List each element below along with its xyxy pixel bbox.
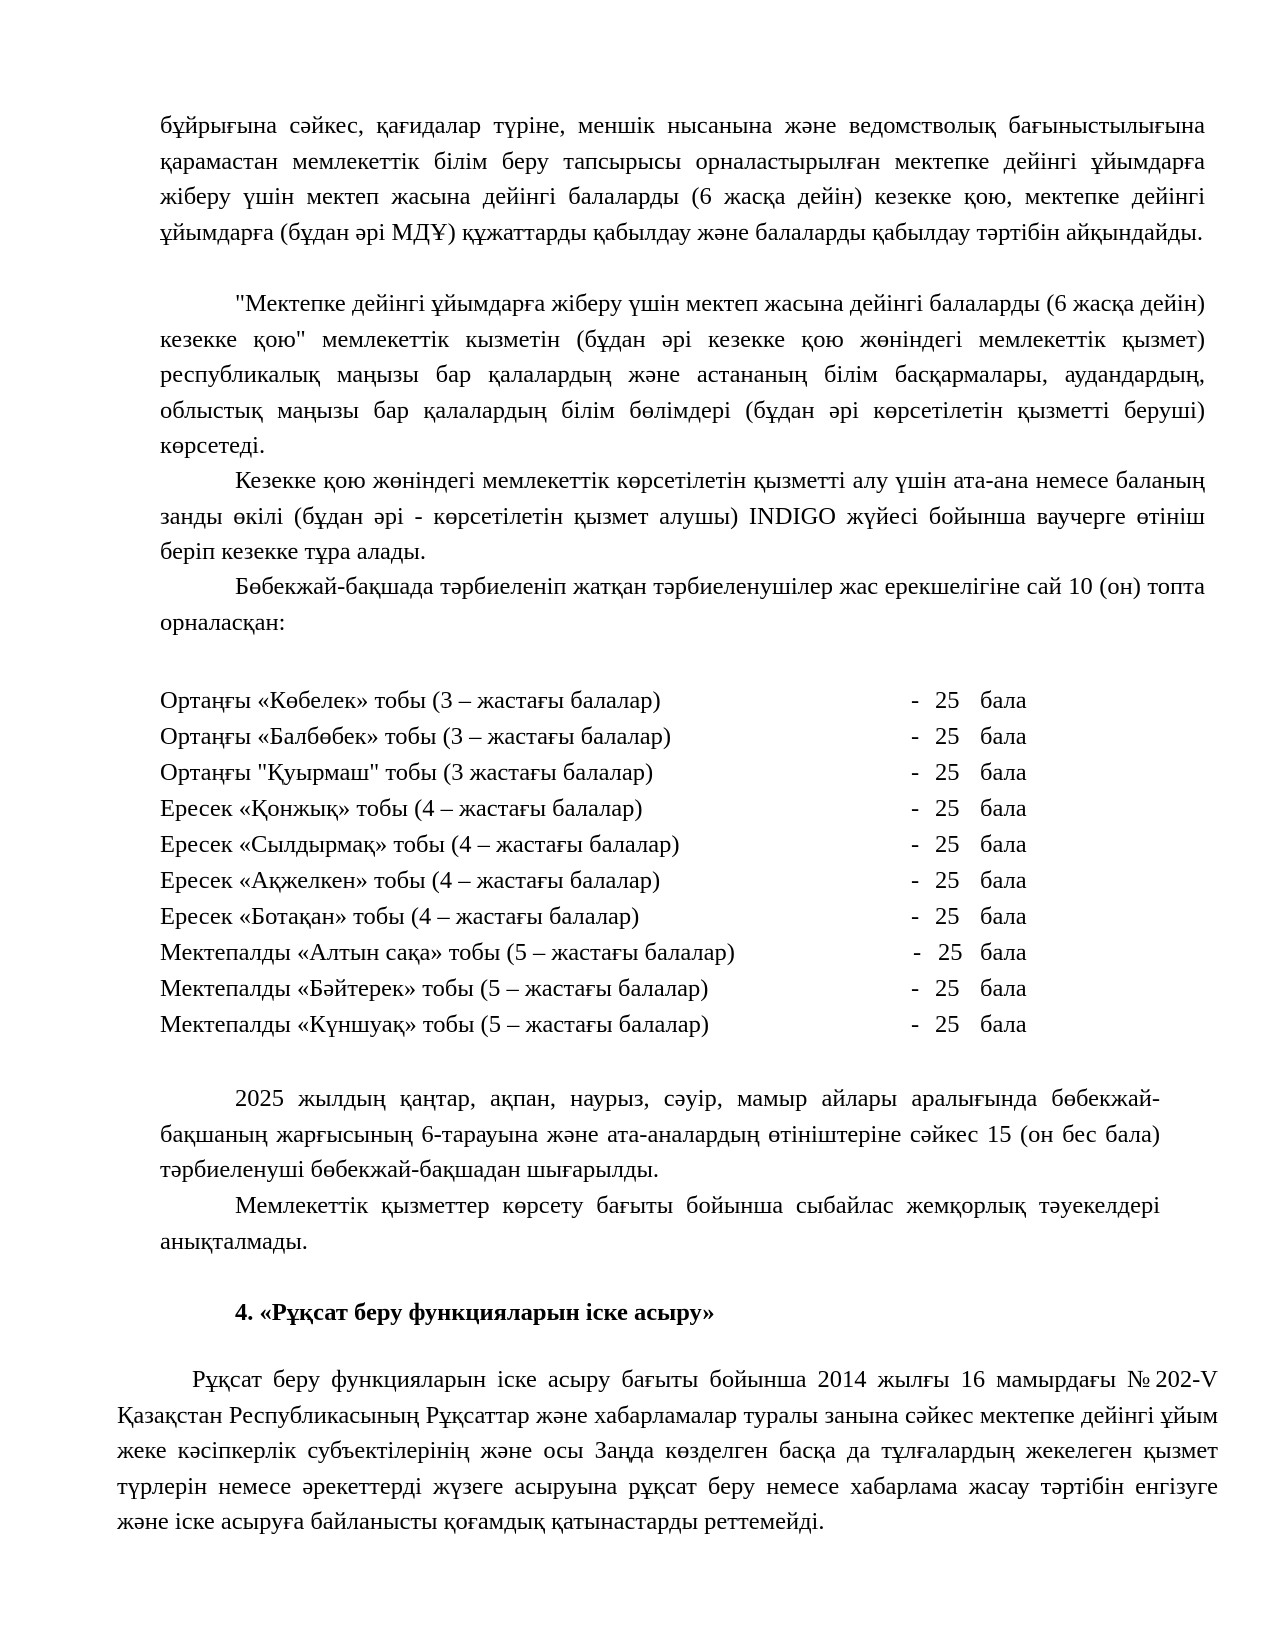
group-row xyxy=(160,683,1060,719)
group-name: Ортаңғы "Қуырмаш" тобы (3 жастағы балалар) xyxy=(160,759,654,786)
group-row xyxy=(160,971,1060,1007)
group-row xyxy=(160,827,1060,863)
group-row xyxy=(160,935,1060,971)
group-unit: бала xyxy=(980,903,1027,930)
group-dash: - xyxy=(911,795,920,822)
group-dash: - xyxy=(911,759,920,786)
group-unit: бала xyxy=(980,939,1027,966)
group-row xyxy=(160,719,1060,755)
group-unit: бала xyxy=(980,687,1027,714)
group-dash: - xyxy=(911,831,920,858)
group-count: 25 xyxy=(935,759,960,786)
paragraph-children-discharged: 2025 жылдың қаңтар, ақпан, наурыз, сәуір, мамыр айлары аралығында бөбекжай- бақшаның жарғысының 6-тарауына және ата-аналардың өтініштеріне сәйкес 15 (он бес бала) тәрбиеленуші бөбекжай-бақшадан шығарылды. xyxy=(160,1085,1160,1183)
group-count: 25 xyxy=(935,975,960,1002)
paragraph-permits-functions: Рұқсат беру функцияларын іске асыру бағыты бойынша 2014 жылғы 16 мамырдағы №202-V Қазақстан Республикасының Рұқсаттар және хабарламалар туралы занына сәйкес мектепке дейінгі ұйым жеке кәсіпкерлік субъектілерінің және осы Заңда көзделген басқа да тұлғалардың жекелеген қызмет түрлерін немесе әрекеттерді жүзеге асыруына рұқсат беру немесе хабарлама жасау тәртібін енгізуге және іске асыруға байланысты қоғамдық қатынастарды реттемейді. xyxy=(117,1366,1218,1535)
group-name: Ересек «Ботақан» тобы (4 – жастағы балалар) xyxy=(160,903,640,930)
group-unit: бала xyxy=(980,867,1027,894)
group-row xyxy=(160,899,1060,935)
group-dash: - xyxy=(911,975,920,1002)
group-count: 25 xyxy=(935,723,960,750)
group-name: Ересек «Қонжық» тобы (4 – жастағы балалар) xyxy=(160,795,643,822)
group-row xyxy=(160,755,1060,791)
group-list xyxy=(160,683,1060,1043)
group-dash: - xyxy=(911,687,920,714)
group-dash: - xyxy=(911,903,920,930)
group-name: Ересек «Сылдырмақ» тобы (4 – жастағы балалар) xyxy=(160,831,680,858)
group-row xyxy=(160,791,1060,827)
group-dash: - xyxy=(913,939,922,966)
paragraph-indigo-voucher: Кезекке қою жөніндегі мемлекеттік көрсетілетін қызметті алу үшін ата-ана немесе баланың занды өкілі (бұдан әрі - көрсетілетін қызмет алушы) INDIGO жүйесі бойынша ваучерге өтініш беріп кезекке тұра алады. xyxy=(160,467,1205,565)
group-name: Ортаңғы «Көбелек» тобы (3 – жастағы балалар) xyxy=(160,687,661,714)
section-heading: 4. «Рұқсат беру функцияларын іске асыру» xyxy=(235,1299,715,1326)
group-name: Ортаңғы «Балбөбек» тобы (3 – жастағы балалар) xyxy=(160,723,672,750)
group-name: Мектепалды «Бәйтерек» тобы (5 – жастағы балалар) xyxy=(160,975,709,1002)
group-dash: - xyxy=(911,867,920,894)
group-count: 25 xyxy=(935,867,960,894)
paragraph-groups-intro: Бөбекжай-бақшада тәрбиеленіп жатқан тәрбиеленушілер жас ерекшелігіне сай 10 (он) топта орналасқан: xyxy=(160,573,1205,636)
group-name: Мектепалды «Күншуақ» тобы (5 – жастағы балалар) xyxy=(160,1011,710,1038)
paragraph-order-continuation: бұйрығына сәйкес, қағидалар түріне, меншік нысанына және ведомстволық бағыныстылығына қарамастан мемлекеттік білім беру тапсырысы орналастырылған мектепке дейінгі ұйымдарға жіберу үшін мектеп жасына дейінгі балаларды (6 жасқа дейін) кезекке қою, мектепке дейінгі ұйымдарға (бұдан әрі МДҰ) құжаттарды қабылдау және балаларды қабылдау тәртібін айқындайды. xyxy=(160,112,1205,246)
group-unit: бала xyxy=(980,831,1027,858)
group-count: 25 xyxy=(935,831,960,858)
group-count: 25 xyxy=(935,1011,960,1038)
group-count: 25 xyxy=(938,939,963,966)
group-unit: бала xyxy=(980,975,1027,1002)
group-count: 25 xyxy=(935,687,960,714)
group-dash: - xyxy=(911,723,920,750)
group-unit: бала xyxy=(980,759,1027,786)
group-unit: бала xyxy=(980,723,1027,750)
group-dash: - xyxy=(911,1011,920,1038)
group-row xyxy=(160,863,1060,899)
group-count: 25 xyxy=(935,903,960,930)
paragraph-corruption-risks: Мемлекеттік қызметтер көрсету бағыты бойынша сыбайлас жемқорлық тәуекелдері анықталмады. xyxy=(160,1192,1160,1255)
group-unit: бала xyxy=(980,1011,1027,1038)
group-name: Ересек «Ақжелкен» тобы (4 – жастағы балалар) xyxy=(160,867,661,894)
group-name: Мектепалды «Алтын сақа» тобы (5 – жастағы балалар) xyxy=(160,939,735,966)
group-row xyxy=(160,1007,1060,1043)
group-count: 25 xyxy=(935,795,960,822)
group-unit: бала xyxy=(980,795,1027,822)
paragraph-queue-service: "Мектепке дейінгі ұйымдарға жіберу үшін мектеп жасына дейінгі балаларды (6 жасқа дейін) кезекке қою" мемлекеттік кызметін (бұдан әрі кезекке қою жөніндегі мемлекеттік қызмет) республикалық маңызы бар қалалардың және астананың білім басқармалары, аудандардың, облыстық маңызы бар қалалардың білім бөлімдері (бұдан әрі көрсетілетін қызметті беруші) көрсетеді. xyxy=(160,290,1205,459)
